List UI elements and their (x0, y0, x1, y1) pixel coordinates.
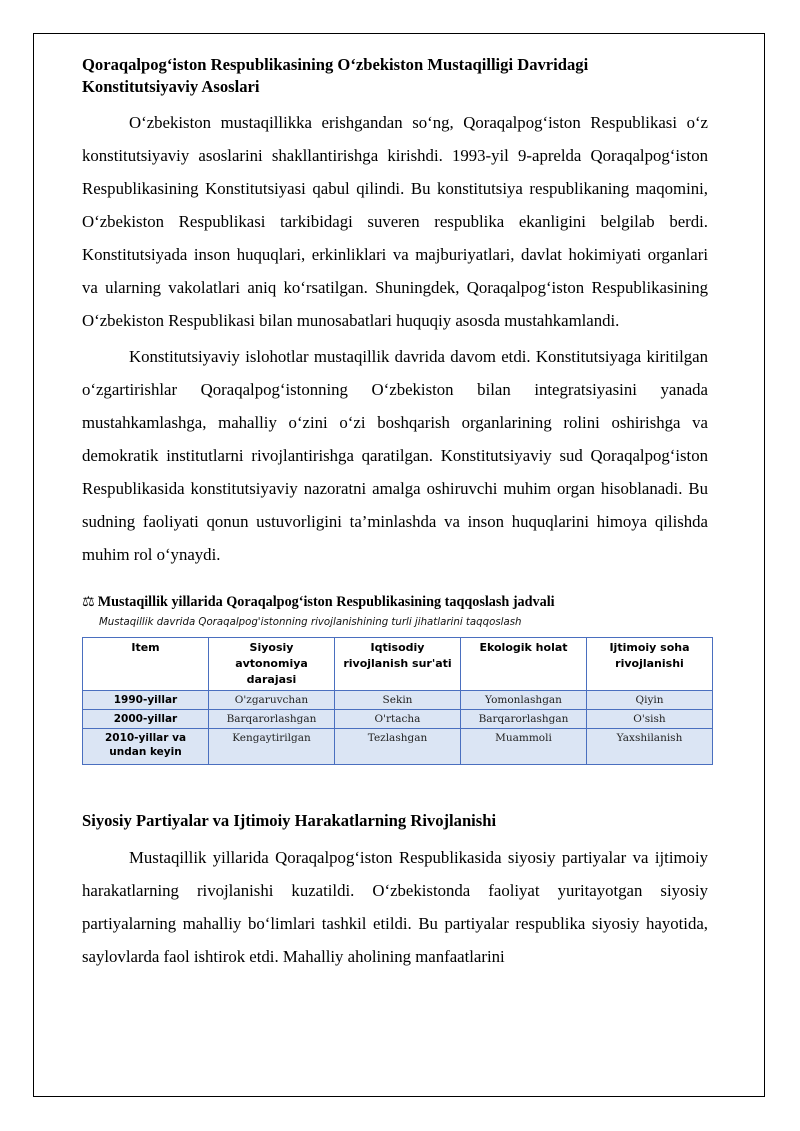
table-title: Mustaqillik yillarida Qoraqalpog‘iston Respublikasining taqqoslash jadvali (97, 594, 555, 610)
table-header-cell: Siyosiy avtonomiya darajasi (209, 638, 335, 691)
table-row-label: 2010-yillar va undan keyin (83, 729, 209, 765)
table-cell: Qiyin (587, 691, 713, 710)
table-cell: Yaxshilanish (587, 729, 713, 765)
table-row-label: 1990-yillar (83, 691, 209, 710)
table-header-cell: Iqtisodiy rivojlanish sur'ati (335, 638, 461, 691)
table-cell: Tezlashgan (335, 729, 461, 765)
scale-icon: ⚖ (82, 594, 95, 610)
table-row (83, 710, 713, 729)
document-body (82, 54, 708, 973)
paragraph-parties-1: Mustaqillik yillarida Qoraqalpog‘iston Respublikasida siyosiy partiyalar va ijtimoiy harakatlarning rivojlanishi kuzatildi. O‘zbekistonda faoliyat yuritayotgan siyosiy partiyalarning mahalliy bo‘limlari tashkil etildi. Bu partiyalar respublika siyosiy hayotida, saylovlarda faol ishtirok etdi. Mahalliy aholining manfaatlarini (82, 848, 708, 966)
table-header-cell: Ijtimoiy soha rivojlanishi (587, 638, 713, 691)
table-cell: Kengaytirilgan (209, 729, 335, 765)
table-cell: Muammoli (461, 729, 587, 765)
comparison-table (82, 637, 713, 765)
table-row (83, 691, 713, 710)
table-header-cell: Item (83, 638, 209, 691)
section-heading-constitution: Qoraqalpog‘iston Respublikasining O‘zbekiston Mustaqilligi Davridagi Konstitutsiyaviy Asoslari (82, 55, 589, 96)
table-header-cell: Ekologik holat (461, 638, 587, 691)
table-cell: O'rtacha (335, 710, 461, 729)
table-row (83, 729, 713, 765)
table-caption (82, 592, 708, 612)
paragraph-constitution-2: Konstitutsiyaviy islohotlar mustaqillik davrida davom etdi. Konstitutsiyaga kiritilgan o‘zgartirishlar Qoraqalpog‘istonning O‘zbekiston bilan integratsiyasini yanada mustahkamlashga, mahalliy o‘zini o‘zi boshqarish organlarining rolini oshirishga va demokratik institutlarni rivojlantirishga qaratilgan. Konstitutsiyaviy sud Qoraqalpog‘iston Respublikasida konstitutsiyaviy nazoratni amalga oshiruvchi muhim organ hisoblanadi. Bu sudning faoliyati qonun ustuvorligini ta’minlashda va inson huquqlarini himoya qilishda muhim rol o‘ynaydi. (82, 347, 708, 564)
table-row-label: 2000-yillar (83, 710, 209, 729)
table-cell: O'sish (587, 710, 713, 729)
table-cell: O'zgaruvchan (209, 691, 335, 710)
table-subtitle: Mustaqillik davrida Qoraqalpog'istonning rivojlanishining turli jihatlarini taqqoslash (99, 617, 522, 628)
paragraph-constitution-1: O‘zbekiston mustaqillikka erishgandan so‘ng, Qoraqalpog‘iston Respublikasi o‘z konstitutsiyaviy asoslarini shakllantirishga kirishdi. 1993-yil 9-aprelda Qoraqalpog‘iston Respublikasining Konstitutsiyasi qabul qilindi. Bu konstitutsiya respublikaning maqomini, O‘zbekiston Respublikasi tarkibidagi suveren respublika ekanligini belgilab berdi. Konstitutsiyada inson huquqlari, erkinliklari va majburiyatlari, davlat hokimiyati organlari va ularning vakolatlari aniq ko‘rsatilgan. Shuningdek, Qoraqalpog‘iston Respublikasining O‘zbekiston Respublikasi bilan munosabatlari huquqiy asosda mustahkamlandi. (82, 113, 708, 330)
section-heading-parties: Siyosiy Partiyalar va Ijtimoiy Harakatlarning Rivojlanishi (82, 811, 497, 830)
table-header-row (83, 638, 713, 691)
table-cell: Barqarorlashgan (461, 710, 587, 729)
table-cell: Yomonlashgan (461, 691, 587, 710)
table-cell: Barqarorlashgan (209, 710, 335, 729)
table-cell: Sekin (335, 691, 461, 710)
